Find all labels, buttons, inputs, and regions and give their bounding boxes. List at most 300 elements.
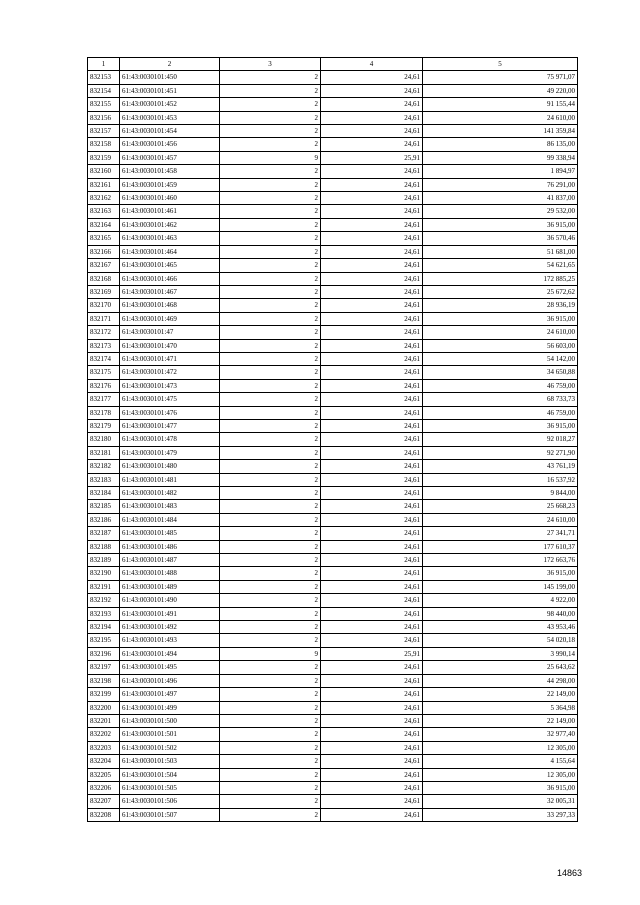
cadastral-value-cell: 49 220,00 xyxy=(423,84,578,97)
cadastral-value-cell: 54 621,65 xyxy=(423,259,578,272)
group-cell: 2 xyxy=(220,98,321,111)
specific-value-cell: 24,61 xyxy=(321,554,423,567)
group-cell: 2 xyxy=(220,299,321,312)
group-cell: 2 xyxy=(220,178,321,191)
cadastral-value-cell: 24 610,00 xyxy=(423,111,578,124)
cadastral-value-cell: 36 570,46 xyxy=(423,232,578,245)
cadastral-value-cell: 24 610,00 xyxy=(423,326,578,339)
column-header-4: 4 xyxy=(321,58,423,71)
cadastral-number-cell: 61:43:0030101:473 xyxy=(120,379,220,392)
cadastral-number-cell: 61:43:0030101:467 xyxy=(120,285,220,298)
cadastral-number-cell: 61:43:0030101:472 xyxy=(120,366,220,379)
specific-value-cell: 24,61 xyxy=(321,808,423,821)
row-number-cell: 832188 xyxy=(88,540,120,553)
specific-value-cell: 24,61 xyxy=(321,272,423,285)
row-number-cell: 832195 xyxy=(88,634,120,647)
cadastral-value-cell: 12 305,00 xyxy=(423,768,578,781)
table-row xyxy=(88,781,578,794)
cadastral-value-cell: 25 643,62 xyxy=(423,661,578,674)
table-row xyxy=(88,111,578,124)
cadastral-value-cell: 41 837,00 xyxy=(423,192,578,205)
cadastral-number-cell: 61:43:0030101:488 xyxy=(120,567,220,580)
row-number-cell: 832197 xyxy=(88,661,120,674)
cadastral-value-cell: 46 759,00 xyxy=(423,379,578,392)
table-row xyxy=(88,580,578,593)
row-number-cell: 832199 xyxy=(88,688,120,701)
cadastral-number-cell: 61:43:0030101:490 xyxy=(120,594,220,607)
table-row xyxy=(88,473,578,486)
row-number-cell: 832204 xyxy=(88,755,120,768)
specific-value-cell: 24,61 xyxy=(321,728,423,741)
specific-value-cell: 24,61 xyxy=(321,218,423,231)
cadastral-number-cell: 61:43:0030101:466 xyxy=(120,272,220,285)
cadastral-number-cell: 61:43:0030101:501 xyxy=(120,728,220,741)
cadastral-value-cell: 98 440,00 xyxy=(423,607,578,620)
group-cell: 2 xyxy=(220,768,321,781)
table-row xyxy=(88,299,578,312)
cadastral-number-cell: 61:43:0030101:494 xyxy=(120,647,220,660)
cadastral-number-cell: 61:43:0030101:496 xyxy=(120,674,220,687)
table-row xyxy=(88,84,578,97)
group-cell: 9 xyxy=(220,647,321,660)
table-row xyxy=(88,755,578,768)
group-cell: 2 xyxy=(220,513,321,526)
table-header-row xyxy=(88,58,578,71)
cadastral-number-cell: 61:43:0030101:470 xyxy=(120,339,220,352)
table-row xyxy=(88,151,578,164)
specific-value-cell: 24,61 xyxy=(321,527,423,540)
specific-value-cell: 25,91 xyxy=(321,151,423,164)
group-cell: 2 xyxy=(220,245,321,258)
row-number-cell: 832173 xyxy=(88,339,120,352)
cadastral-value-cell: 36 915,00 xyxy=(423,312,578,325)
specific-value-cell: 24,61 xyxy=(321,339,423,352)
cadastral-number-cell: 61:43:0030101:452 xyxy=(120,98,220,111)
group-cell: 2 xyxy=(220,446,321,459)
specific-value-cell: 24,61 xyxy=(321,674,423,687)
row-number-cell: 832168 xyxy=(88,272,120,285)
specific-value-cell: 24,61 xyxy=(321,795,423,808)
cadastral-number-cell: 61:43:0030101:495 xyxy=(120,661,220,674)
cadastral-value-cell: 22 149,00 xyxy=(423,688,578,701)
group-cell: 2 xyxy=(220,728,321,741)
cadastral-value-cell: 75 971,07 xyxy=(423,71,578,84)
column-header-1: 1 xyxy=(88,58,120,71)
specific-value-cell: 24,61 xyxy=(321,84,423,97)
group-cell: 2 xyxy=(220,232,321,245)
group-cell: 2 xyxy=(220,406,321,419)
row-number-cell: 832163 xyxy=(88,205,120,218)
row-number-cell: 832155 xyxy=(88,98,120,111)
specific-value-cell: 24,61 xyxy=(321,714,423,727)
table-row xyxy=(88,460,578,473)
table-row xyxy=(88,71,578,84)
cadastral-number-cell: 61:43:0030101:489 xyxy=(120,580,220,593)
table-row xyxy=(88,352,578,365)
specific-value-cell: 24,61 xyxy=(321,661,423,674)
cadastral-number-cell: 61:43:0030101:481 xyxy=(120,473,220,486)
cadastral-value-cell: 24 610,00 xyxy=(423,513,578,526)
group-cell: 2 xyxy=(220,755,321,768)
row-number-cell: 832181 xyxy=(88,446,120,459)
group-cell: 2 xyxy=(220,621,321,634)
table-row xyxy=(88,728,578,741)
group-cell: 2 xyxy=(220,527,321,540)
row-number-cell: 832190 xyxy=(88,567,120,580)
table-row xyxy=(88,500,578,513)
cadastral-value-cell: 12 305,00 xyxy=(423,741,578,754)
table-row xyxy=(88,446,578,459)
cadastral-value-cell: 32 005,31 xyxy=(423,795,578,808)
specific-value-cell: 24,61 xyxy=(321,741,423,754)
cadastral-number-cell: 61:43:0030101:497 xyxy=(120,688,220,701)
group-cell: 2 xyxy=(220,379,321,392)
cadastral-number-cell: 61:43:0030101:475 xyxy=(120,393,220,406)
table-row xyxy=(88,621,578,634)
table-row xyxy=(88,513,578,526)
table-row xyxy=(88,567,578,580)
specific-value-cell: 24,61 xyxy=(321,433,423,446)
row-number-cell: 832160 xyxy=(88,165,120,178)
cadastral-value-cell: 99 338,94 xyxy=(423,151,578,164)
group-cell: 2 xyxy=(220,741,321,754)
table-row xyxy=(88,326,578,339)
group-cell: 2 xyxy=(220,205,321,218)
table-row xyxy=(88,406,578,419)
group-cell: 2 xyxy=(220,500,321,513)
specific-value-cell: 24,61 xyxy=(321,326,423,339)
cadastral-value-cell: 68 733,73 xyxy=(423,393,578,406)
specific-value-cell: 24,61 xyxy=(321,580,423,593)
row-number-cell: 832178 xyxy=(88,406,120,419)
table-row xyxy=(88,178,578,191)
cadastral-value-cell: 92 271,90 xyxy=(423,446,578,459)
cadastral-number-cell: 61:43:0030101:459 xyxy=(120,178,220,191)
row-number-cell: 832177 xyxy=(88,393,120,406)
row-number-cell: 832191 xyxy=(88,580,120,593)
cadastral-number-cell: 61:43:0030101:480 xyxy=(120,460,220,473)
row-number-cell: 832153 xyxy=(88,71,120,84)
row-number-cell: 832179 xyxy=(88,419,120,432)
cadastral-number-cell: 61:43:0030101:491 xyxy=(120,607,220,620)
table-row xyxy=(88,527,578,540)
row-number-cell: 832165 xyxy=(88,232,120,245)
group-cell: 2 xyxy=(220,540,321,553)
table-row xyxy=(88,688,578,701)
cadastral-value-cell: 34 650,88 xyxy=(423,366,578,379)
cadastral-number-cell: 61:43:0030101:484 xyxy=(120,513,220,526)
group-cell: 2 xyxy=(220,259,321,272)
row-number-cell: 832207 xyxy=(88,795,120,808)
row-number-cell: 832174 xyxy=(88,352,120,365)
specific-value-cell: 24,61 xyxy=(321,393,423,406)
row-number-cell: 832196 xyxy=(88,647,120,660)
row-number-cell: 832172 xyxy=(88,326,120,339)
group-cell: 2 xyxy=(220,111,321,124)
group-cell: 2 xyxy=(220,487,321,500)
table-row xyxy=(88,607,578,620)
cadastral-value-cell: 43 953,46 xyxy=(423,621,578,634)
row-number-cell: 832162 xyxy=(88,192,120,205)
specific-value-cell: 24,61 xyxy=(321,594,423,607)
cadastral-number-cell: 61:43:0030101:487 xyxy=(120,554,220,567)
cadastral-value-cell: 54 020,18 xyxy=(423,634,578,647)
specific-value-cell: 24,61 xyxy=(321,701,423,714)
specific-value-cell: 24,61 xyxy=(321,688,423,701)
cadastral-value-cell: 145 199,00 xyxy=(423,580,578,593)
specific-value-cell: 24,61 xyxy=(321,540,423,553)
table-row xyxy=(88,339,578,352)
cadastral-value-cell: 28 936,19 xyxy=(423,299,578,312)
row-number-cell: 832169 xyxy=(88,285,120,298)
cadastral-number-cell: 61:43:0030101:465 xyxy=(120,259,220,272)
row-number-cell: 832189 xyxy=(88,554,120,567)
cadastral-value-cell: 22 149,00 xyxy=(423,714,578,727)
cadastral-value-cell: 25 672,62 xyxy=(423,285,578,298)
group-cell: 2 xyxy=(220,165,321,178)
group-cell: 2 xyxy=(220,473,321,486)
cadastral-value-cell: 56 603,00 xyxy=(423,339,578,352)
group-cell: 2 xyxy=(220,701,321,714)
specific-value-cell: 24,61 xyxy=(321,487,423,500)
cadastral-value-cell: 4 155,64 xyxy=(423,755,578,768)
cadastral-value-cell: 86 135,00 xyxy=(423,138,578,151)
row-number-cell: 832203 xyxy=(88,741,120,754)
column-header-2: 2 xyxy=(120,58,220,71)
row-number-cell: 832185 xyxy=(88,500,120,513)
cadastral-number-cell: 61:43:0030101:450 xyxy=(120,71,220,84)
table-row xyxy=(88,714,578,727)
cadastral-number-cell: 61:43:0030101:477 xyxy=(120,419,220,432)
row-number-cell: 832180 xyxy=(88,433,120,446)
cadastral-number-cell: 61:43:0030101:451 xyxy=(120,84,220,97)
specific-value-cell: 24,61 xyxy=(321,513,423,526)
specific-value-cell: 24,61 xyxy=(321,419,423,432)
cadastral-value-cell: 36 915,00 xyxy=(423,781,578,794)
table-row xyxy=(88,594,578,607)
cadastral-number-cell: 61:43:0030101:492 xyxy=(120,621,220,634)
specific-value-cell: 24,61 xyxy=(321,352,423,365)
group-cell: 2 xyxy=(220,326,321,339)
group-cell: 2 xyxy=(220,795,321,808)
cadastral-value-cell: 91 155,44 xyxy=(423,98,578,111)
cadastral-number-cell: 61:43:0030101:460 xyxy=(120,192,220,205)
group-cell: 2 xyxy=(220,339,321,352)
cadastral-value-cell: 141 359,84 xyxy=(423,125,578,138)
cadastral-number-cell: 61:43:0030101:469 xyxy=(120,312,220,325)
table-row xyxy=(88,205,578,218)
group-cell: 2 xyxy=(220,285,321,298)
cadastral-number-cell: 61:43:0030101:479 xyxy=(120,446,220,459)
table-row xyxy=(88,554,578,567)
row-number-cell: 832200 xyxy=(88,701,120,714)
group-cell: 2 xyxy=(220,192,321,205)
table-row xyxy=(88,259,578,272)
table-row xyxy=(88,540,578,553)
cadastral-number-cell: 61:43:0030101:506 xyxy=(120,795,220,808)
row-number-cell: 832205 xyxy=(88,768,120,781)
group-cell: 2 xyxy=(220,460,321,473)
cadastral-value-cell: 1 894,97 xyxy=(423,165,578,178)
table-row xyxy=(88,218,578,231)
cadastral-value-cell: 16 537,92 xyxy=(423,473,578,486)
cadastral-number-cell: 61:43:0030101:468 xyxy=(120,299,220,312)
table-row xyxy=(88,808,578,821)
table-row xyxy=(88,366,578,379)
table-row xyxy=(88,674,578,687)
cadastral-value-cell: 36 915,00 xyxy=(423,419,578,432)
cadastral-number-cell: 61:43:0030101:503 xyxy=(120,755,220,768)
specific-value-cell: 24,61 xyxy=(321,165,423,178)
specific-value-cell: 24,61 xyxy=(321,111,423,124)
cadastral-value-cell: 25 668,23 xyxy=(423,500,578,513)
cadastral-value-cell: 177 610,37 xyxy=(423,540,578,553)
cadastral-number-cell: 61:43:0030101:505 xyxy=(120,781,220,794)
cadastral-number-cell: 61:43:0030101:493 xyxy=(120,634,220,647)
specific-value-cell: 24,61 xyxy=(321,406,423,419)
table-row xyxy=(88,634,578,647)
cadastral-value-cell: 36 915,00 xyxy=(423,567,578,580)
table-row xyxy=(88,192,578,205)
cadastral-number-cell: 61:43:0030101:454 xyxy=(120,125,220,138)
specific-value-cell: 24,61 xyxy=(321,138,423,151)
specific-value-cell: 24,61 xyxy=(321,473,423,486)
group-cell: 2 xyxy=(220,218,321,231)
specific-value-cell: 24,61 xyxy=(321,755,423,768)
cadastral-number-cell: 61:43:0030101:456 xyxy=(120,138,220,151)
row-number-cell: 832208 xyxy=(88,808,120,821)
table-row xyxy=(88,487,578,500)
table-row xyxy=(88,138,578,151)
group-cell: 2 xyxy=(220,580,321,593)
specific-value-cell: 24,61 xyxy=(321,607,423,620)
specific-value-cell: 24,61 xyxy=(321,192,423,205)
cadastral-number-cell: 61:43:0030101:502 xyxy=(120,741,220,754)
specific-value-cell: 24,61 xyxy=(321,259,423,272)
specific-value-cell: 24,61 xyxy=(321,71,423,84)
row-number-cell: 832157 xyxy=(88,125,120,138)
table-row xyxy=(88,98,578,111)
group-cell: 2 xyxy=(220,125,321,138)
cadastral-number-cell: 61:43:0030101:453 xyxy=(120,111,220,124)
group-cell: 2 xyxy=(220,714,321,727)
table-row xyxy=(88,393,578,406)
table-row xyxy=(88,165,578,178)
group-cell: 2 xyxy=(220,433,321,446)
group-cell: 2 xyxy=(220,554,321,567)
cadastral-number-cell: 61:43:0030101:482 xyxy=(120,487,220,500)
row-number-cell: 832202 xyxy=(88,728,120,741)
cadastral-number-cell: 61:43:0030101:458 xyxy=(120,165,220,178)
cadastral-number-cell: 61:43:0030101:485 xyxy=(120,527,220,540)
specific-value-cell: 25,91 xyxy=(321,647,423,660)
cadastral-value-cell: 5 364,98 xyxy=(423,701,578,714)
table-row xyxy=(88,647,578,660)
specific-value-cell: 24,61 xyxy=(321,178,423,191)
table-row xyxy=(88,741,578,754)
cadastral-number-cell: 61:43:0030101:471 xyxy=(120,352,220,365)
row-number-cell: 832176 xyxy=(88,379,120,392)
cadastral-value-cell: 172 663,76 xyxy=(423,554,578,567)
specific-value-cell: 24,61 xyxy=(321,768,423,781)
row-number-cell: 832183 xyxy=(88,473,120,486)
cadastral-value-cell: 32 977,40 xyxy=(423,728,578,741)
table-row xyxy=(88,419,578,432)
row-number-cell: 832167 xyxy=(88,259,120,272)
group-cell: 2 xyxy=(220,84,321,97)
specific-value-cell: 24,61 xyxy=(321,366,423,379)
table-row xyxy=(88,125,578,138)
specific-value-cell: 24,61 xyxy=(321,460,423,473)
row-number-cell: 832192 xyxy=(88,594,120,607)
table-row xyxy=(88,312,578,325)
specific-value-cell: 24,61 xyxy=(321,245,423,258)
row-number-cell: 832206 xyxy=(88,781,120,794)
cadastral-value-cell: 51 681,00 xyxy=(423,245,578,258)
cadastral-value-cell: 9 844,00 xyxy=(423,487,578,500)
cadastral-value-table xyxy=(87,57,578,822)
row-number-cell: 832156 xyxy=(88,111,120,124)
cadastral-number-cell: 61:43:0030101:483 xyxy=(120,500,220,513)
group-cell: 2 xyxy=(220,688,321,701)
row-number-cell: 832193 xyxy=(88,607,120,620)
table-row xyxy=(88,701,578,714)
specific-value-cell: 24,61 xyxy=(321,312,423,325)
cadastral-value-cell: 44 298,00 xyxy=(423,674,578,687)
group-cell: 2 xyxy=(220,312,321,325)
cadastral-number-cell: 61:43:0030101:486 xyxy=(120,540,220,553)
group-cell: 2 xyxy=(220,419,321,432)
specific-value-cell: 24,61 xyxy=(321,781,423,794)
cadastral-number-cell: 61:43:0030101:504 xyxy=(120,768,220,781)
table-body xyxy=(88,71,578,822)
cadastral-value-cell: 46 759,00 xyxy=(423,406,578,419)
specific-value-cell: 24,61 xyxy=(321,285,423,298)
cadastral-number-cell: 61:43:0030101:500 xyxy=(120,714,220,727)
group-cell: 9 xyxy=(220,151,321,164)
group-cell: 2 xyxy=(220,661,321,674)
row-number-cell: 832198 xyxy=(88,674,120,687)
cadastral-number-cell: 61:43:0030101:464 xyxy=(120,245,220,258)
specific-value-cell: 24,61 xyxy=(321,446,423,459)
table-row xyxy=(88,768,578,781)
table-row xyxy=(88,272,578,285)
cadastral-number-cell: 61:43:0030101:457 xyxy=(120,151,220,164)
specific-value-cell: 24,61 xyxy=(321,634,423,647)
specific-value-cell: 24,61 xyxy=(321,98,423,111)
table-row xyxy=(88,661,578,674)
cadastral-value-cell: 76 291,00 xyxy=(423,178,578,191)
group-cell: 2 xyxy=(220,71,321,84)
group-cell: 2 xyxy=(220,393,321,406)
cadastral-value-cell: 27 341,71 xyxy=(423,527,578,540)
page-number: 14863 xyxy=(557,868,583,878)
column-header-3: 3 xyxy=(220,58,321,71)
cadastral-number-cell: 61:43:0030101:461 xyxy=(120,205,220,218)
row-number-cell: 832201 xyxy=(88,714,120,727)
row-number-cell: 832187 xyxy=(88,527,120,540)
row-number-cell: 832159 xyxy=(88,151,120,164)
table-row xyxy=(88,379,578,392)
specific-value-cell: 24,61 xyxy=(321,299,423,312)
cadastral-number-cell: 61:43:0030101:47 xyxy=(120,326,220,339)
row-number-cell: 832184 xyxy=(88,487,120,500)
group-cell: 2 xyxy=(220,781,321,794)
row-number-cell: 832158 xyxy=(88,138,120,151)
cadastral-number-cell: 61:43:0030101:476 xyxy=(120,406,220,419)
cadastral-value-cell: 43 761,19 xyxy=(423,460,578,473)
cadastral-value-cell: 33 297,33 xyxy=(423,808,578,821)
